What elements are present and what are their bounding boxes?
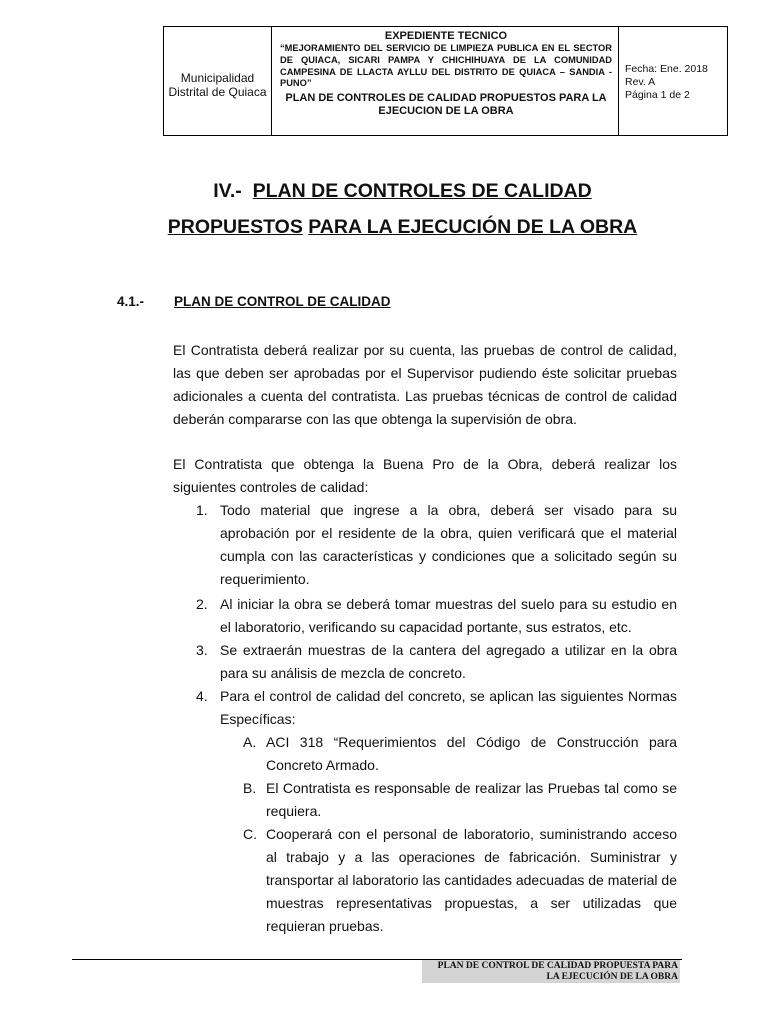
- header-subtitle: PLAN DE CONTROLES DE CALIDAD PROPUESTOS PARA LA EJECUCION DE LA OBRA: [285, 92, 607, 118]
- list-item-number: 2.: [196, 596, 208, 612]
- section-number: 4.1.-: [117, 294, 145, 309]
- header-project: “MEJORAMIENTO DEL SERVICIO DE LIMPIEZA PUBLICA EN EL SECTOR DE QUIACA, SICARI PAMPA Y CHICHIHUAYA DE LA COMUNIDAD CAMPESINA DE LLACTA AYLLU DEL DISTRITO DE QUIACA – SANDIA - PUNO”: [280, 43, 612, 89]
- list-item-text: Se extraerán muestras de la cantera del agregado a utilizar en la obra para su análisis de mezcla de concreto.: [220, 642, 677, 681]
- page-footer: [422, 960, 680, 983]
- list-item-text: Al iniciar la obra se deberá tomar muestras del suelo para su estudio en el laboratorio, verificando su capacidad portante, sus estratos, etc.: [220, 596, 677, 635]
- list-item-text: Todo material que ingrese a la obra, deberá ser visado para su aprobación por el residente de la obra, quien verificará que el material cumpla con las características y condiciones que a solicitado según su requerimiento.: [220, 502, 677, 587]
- title-line2b: PARA LA EJECUCIÓN DE LA OBRA: [308, 216, 638, 238]
- header-date: Fecha: Ene. 2018: [625, 63, 708, 75]
- header-meta: [619, 27, 727, 135]
- header-revision: Rev. A: [625, 76, 656, 88]
- header-doc-type: EXPEDIENTE TECNICO: [384, 30, 508, 42]
- page-title-line1: [0, 180, 768, 203]
- footer-line2: LA EJECUCIÓN DE LA OBRA: [546, 972, 678, 982]
- list-item-number: 4.: [196, 688, 208, 704]
- section-title: PLAN DE CONTROL DE CALIDAD: [174, 294, 391, 309]
- title-line1: PLAN DE CONTROLES DE CALIDAD: [252, 180, 592, 202]
- sub-list-letter: C.: [243, 826, 257, 842]
- page-title-line2: [0, 216, 768, 239]
- title-prefix: IV.-: [213, 180, 242, 202]
- sub-list-text: ACI 318 “Requerimientos del Código de Construcción para Concreto Armado.: [266, 734, 677, 773]
- document-header: [163, 26, 728, 136]
- sub-list-text: Cooperará con el personal de laboratorio, suministrando acceso al trabajo y a las operaciones de fabricación. Suministrar y transportar al laboratorio las cantidades adecuadas de material de muestras representativas propuestas, a ser utilizadas que requieran pruebas.: [266, 826, 677, 934]
- sub-list-text: El Contratista es responsable de realizar las Pruebas tal como se requiera.: [266, 780, 677, 819]
- list-item-text: Para el control de calidad del concreto, se aplican las siguientes Normas Específicas:: [220, 688, 677, 727]
- header-page: Página 1 de 2: [625, 89, 690, 101]
- paragraph: El Contratista deberá realizar por su cuenta, las pruebas de control de calidad, las que deben ser aprobadas por el Supervisor pudiendo éste solicitar pruebas adicionales a cuenta del contratista. Las pruebas técnicas de control de calidad deberán compararse con las que obtenga la supervisión de obra.: [173, 342, 677, 427]
- footer-line1: PLAN DE CONTROL DE CALIDAD PROPUESTA PARA: [437, 961, 678, 971]
- title-line2a: PROPUESTOS: [167, 216, 303, 238]
- header-center: [272, 27, 619, 135]
- header-org: Municipalidad Distrital de Quiaca: [164, 27, 272, 135]
- list-item-number: 3.: [196, 642, 208, 658]
- sub-list-letter: B.: [243, 780, 257, 796]
- list-item-number: 1.: [196, 502, 208, 518]
- sub-list-letter: A.: [243, 734, 257, 750]
- paragraph: El Contratista que obtenga la Buena Pro de la Obra, deberá realizar los siguientes controles de calidad:: [173, 456, 677, 495]
